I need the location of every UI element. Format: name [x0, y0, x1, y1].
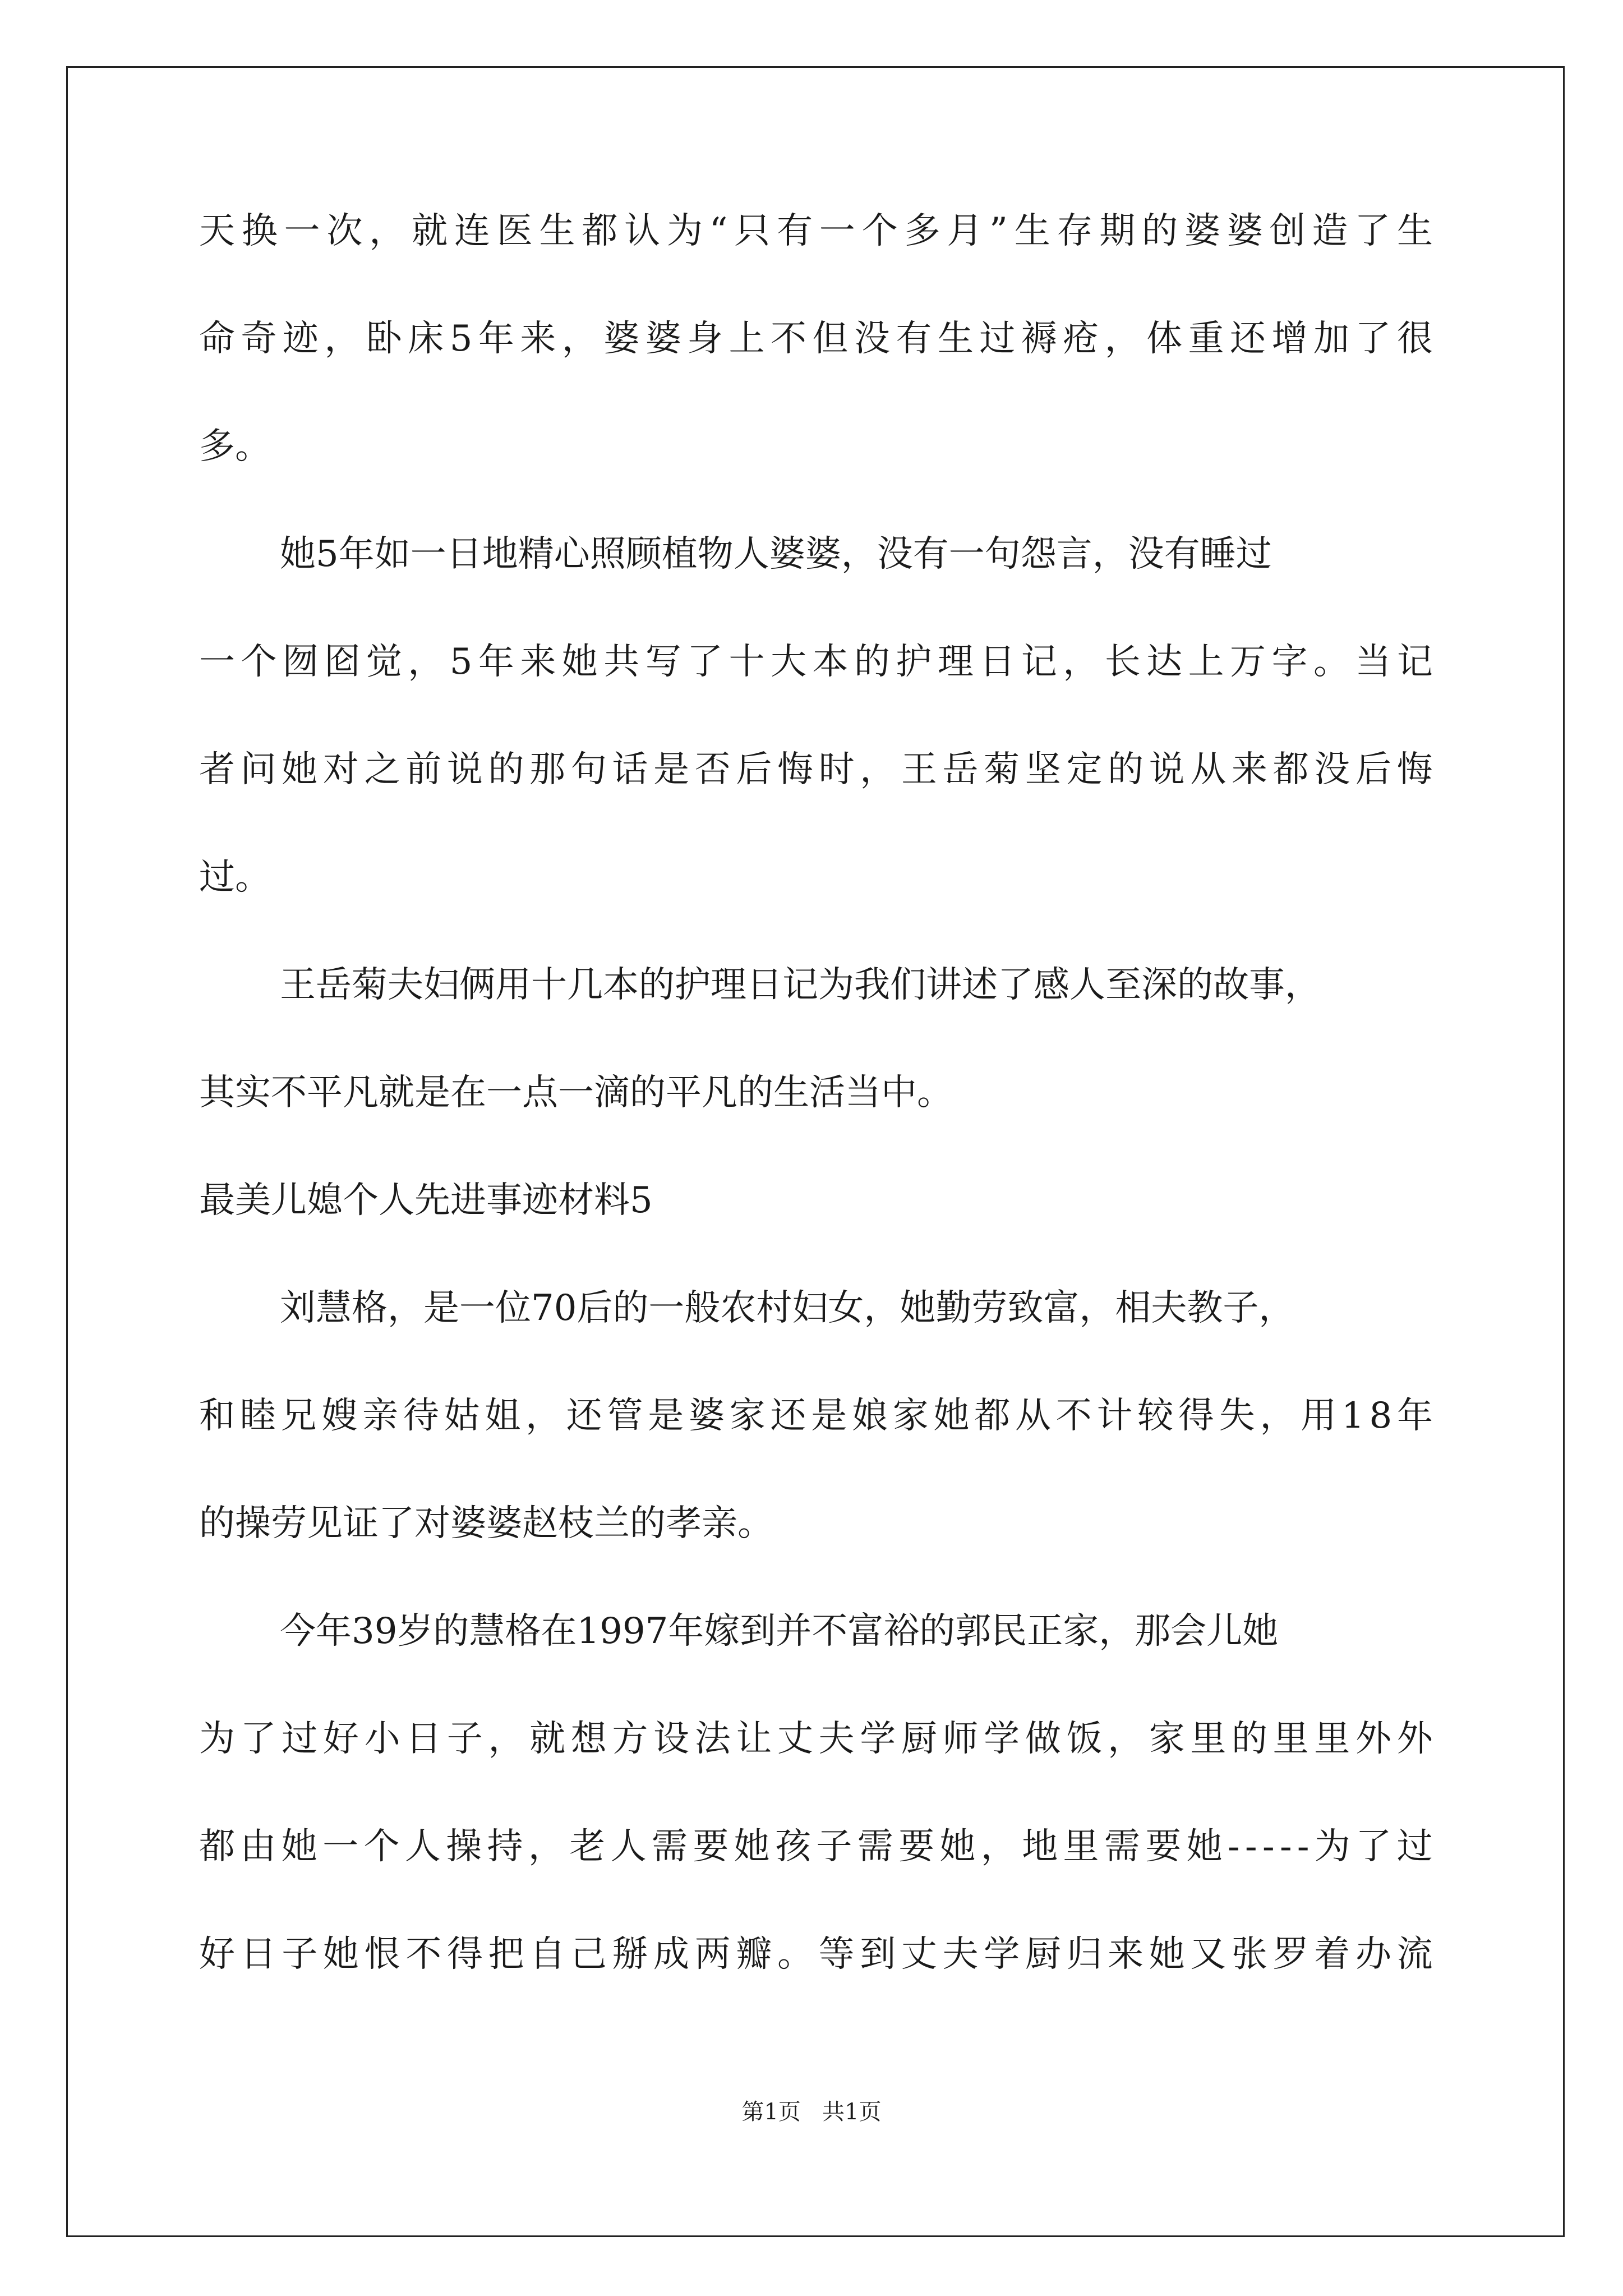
section-heading: 最美儿媳个人先进事迹材料5 [199, 1180, 653, 1221]
document-body [199, 210, 1433, 2044]
text-line-1: 天 换 一 次 ， 就 连 医 生 都 认 为 “ 只 有 一 个 多 月 ” 生 存 期 的 婆 婆 创 造 了 生 [199, 210, 1433, 252]
text-line-4: 她5年如一日地精心照顾植物人婆婆，没有一句怨言，没有睡过 [280, 533, 1272, 575]
text-line-8: 王岳菊夫妇俩用十几本的护理日记为我们讲述了感人至深的故事， [280, 964, 1321, 1006]
text-line-13: 的操劳见证了对婆婆赵枝兰的孝亲。 [199, 1503, 773, 1544]
text-line-16: 都 由 她 一 个 人 操 持 ， 老 人 需 要 她 孩 子 需 要 她 ， 地 里 需 要 她 - - - - - 为 了 过 [199, 1826, 1433, 1867]
text-line-6: 者 问 她 对 之 前 说 的 那 句 话 是 否 后 悔 时 ， 王 岳 菊 坚 定 的 说 从 来 都 没 后 悔 [199, 749, 1433, 790]
text-line-17: 好 日 子 她 恨 不 得 把 自 己 掰 成 两 瓣 。 等 到 丈 夫 学 厨 归 来 她 又 张 罗 着 办 流 [199, 1934, 1433, 1975]
text-line-11: 刘慧格，是一位70后的一般农村妇女，她勤劳致富，相夫教子， [280, 1287, 1295, 1329]
page-footer: 第1页 共1页 [741, 2099, 882, 2125]
text-line-15: 为 了 过 好 小 日 子 ， 就 想 方 设 法 让 丈 夫 学 厨 师 学 做 饭 ， 家 里 的 里 里 外 外 [199, 1718, 1433, 1760]
text-line-14: 今年39岁的慧格在1997年嫁到并不富裕的郭民正家，那会儿她 [280, 1611, 1279, 1652]
text-line-5: 一 个 囫 囵 觉 ， 5 年 来 她 共 写 了 十 大 本 的 护 理 日 记 ， 长 达 上 万 字 。 当 记 [199, 641, 1433, 683]
text-line-7: 过。 [199, 857, 271, 898]
text-line-3: 多。 [199, 426, 271, 467]
text-line-12: 和 睦 兄 嫂 亲 待 姑 姐 ， 还 管 是 婆 家 还 是 娘 家 她 都 从 不 计 较 得 失 ， 用 1 8 年 [199, 1395, 1433, 1437]
text-line-2: 命 奇 迹 ， 卧 床 5 年 来 ， 婆 婆 身 上 不 但 没 有 生 过 褥 疮 ， 体 重 还 增 加 了 很 [199, 318, 1433, 360]
text-line-9: 其实不平凡就是在一点一滴的平凡的生活当中。 [199, 1072, 953, 1114]
